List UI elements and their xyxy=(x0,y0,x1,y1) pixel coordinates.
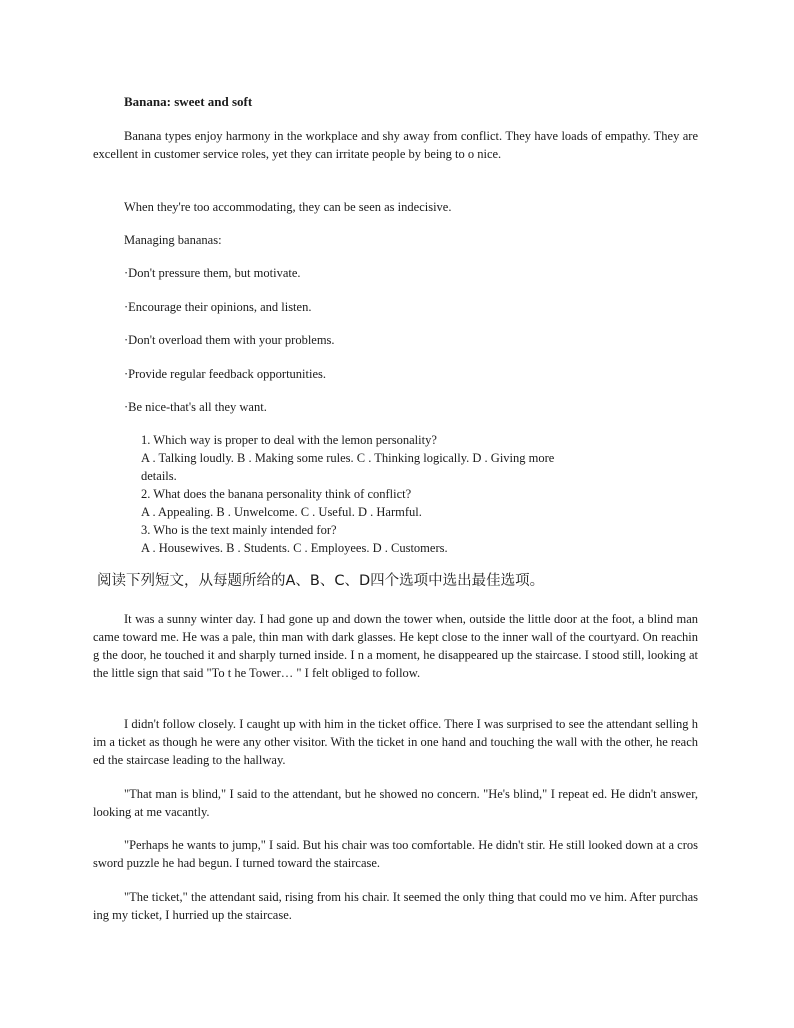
question-3: 3. Who is the text mainly intended for? xyxy=(141,523,337,537)
question-1-options: A . Talking loudly. B . Making some rules. C . Thinking logically. D . Giving more details. xyxy=(141,451,555,483)
managing-title: Managing bananas: xyxy=(124,233,222,247)
story-paragraph: It was a sunny winter day. I had gone up and down the tower when, outside the little door at the foot, a blind man came toward me. He was a pale, thin man with dark glasses. He kept close to the inner wall of the courtyard. On reaching the door, he touched it and sharply turned inside. I n a moment, he disappeared up the staircase. I stood still, looking at the little sign that said "To t he Tower… " I felt obliged to follow. xyxy=(93,612,698,680)
story-paragraph: "Perhaps he wants to jump," I said. But his chair was too comfortable. He didn't stir. He still looked down at a crossword puzzle he had begun. I turned toward the staircase. xyxy=(93,838,698,870)
intro-paragraph: Banana types enjoy harmony in the workplace and shy away from conflict. They have loads of empathy. They are excellent in customer service roles, yet they can irritate people by being to o nice. xyxy=(93,129,698,161)
reading-instruction: 阅读下列短文，从每题所给的A、B、C、D四个选项中选出最佳选项。 xyxy=(97,573,545,589)
tip-item: ·Don't overload them with your problems. xyxy=(124,333,335,347)
question-2-options: A . Appealing. B . Unwelcome. C . Useful. D . Harmful. xyxy=(141,505,422,519)
section-title: Banana: sweet and soft xyxy=(124,94,253,109)
question-1: 1. Which way is proper to deal with the lemon personality? xyxy=(141,433,437,447)
question-2: 2. What does the banana personality think of conflict? xyxy=(141,487,412,501)
accommodating-line: When they're too accommodating, they can be seen as indecisive. xyxy=(124,200,452,214)
question-3-options: A . Housewives. B . Students. C . Employees. D . Customers. xyxy=(141,541,448,555)
tip-item: ·Be nice-that's all they want. xyxy=(124,400,267,414)
tip-item: ·Provide regular feedback opportunities. xyxy=(124,367,327,381)
tip-item: ·Encourage their opinions, and listen. xyxy=(124,300,312,314)
story-paragraph: "The ticket," the attendant said, rising from his chair. It seemed the only thing that could mo ve him. After purchasing my ticket, I hurried up the staircase. xyxy=(93,890,698,922)
story-paragraph: "That man is blind," I said to the attendant, but he showed no concern. "He's blind," I repeat ed. He didn't answer, looking at me vacantly. xyxy=(93,787,698,819)
tip-item: ·Don't pressure them, but motivate. xyxy=(124,266,301,280)
story-paragraph: I didn't follow closely. I caught up with him in the ticket office. There I was surprised to see the attendant selling him a ticket as though he were any other visitor. With the ticket in one hand and touching the wall with the other, he reached the staircase leading to the hallway. xyxy=(93,717,698,767)
